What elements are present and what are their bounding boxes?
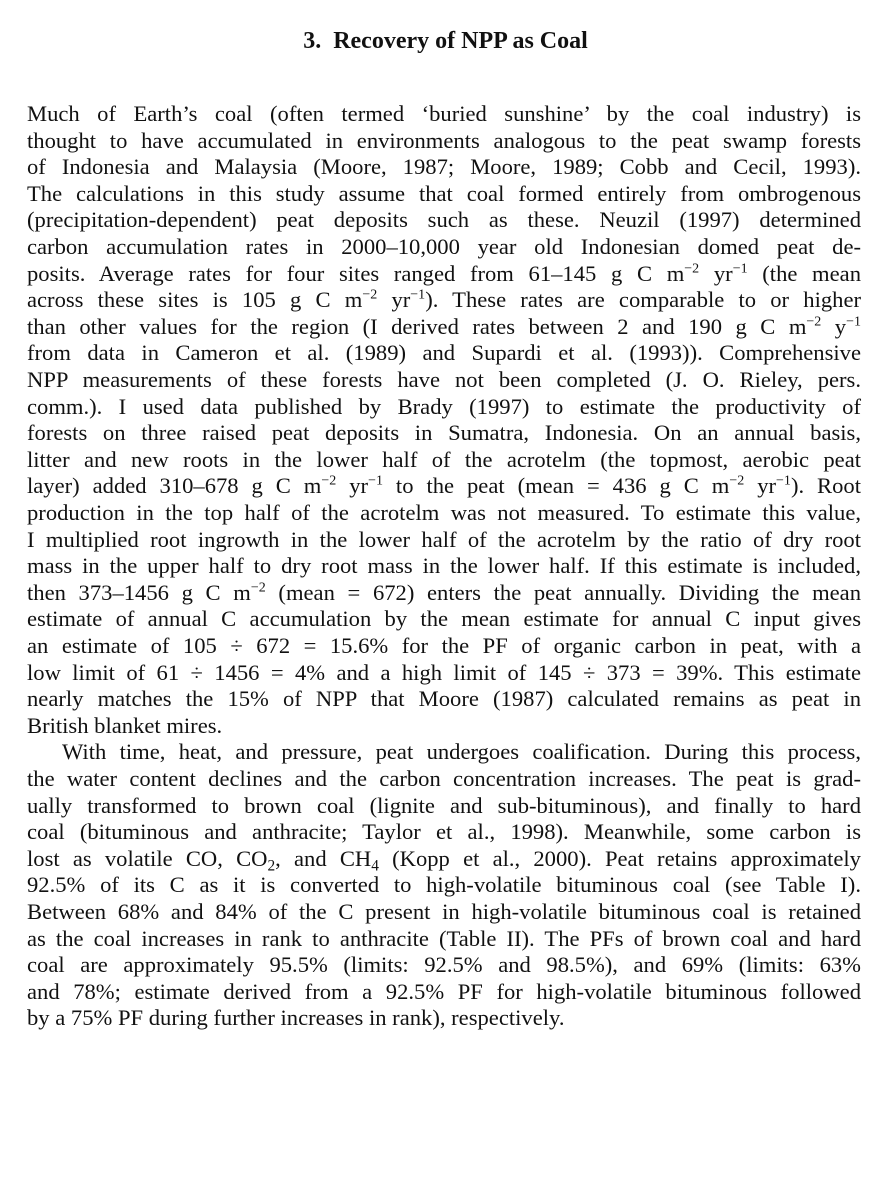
paragraph-1-line: forests on three raised peat deposits in Sumatra, Indonesia. On an annual basis, — [27, 420, 861, 446]
paragraph-1-line: low limit of 61 ÷ 1456 = 4% and a high limit of 145 ÷ 373 = 39%. This estimate — [27, 659, 861, 685]
paragraph-1-line: from data in Cameron et al. (1989) and Supardi et al. (1993)). Comprehensive — [27, 340, 861, 366]
paragraph-2-line: With time, heat, and pressure, peat undergoes coalification. During this process, — [62, 739, 861, 765]
paragraph-1-line: then 373–1456 g C $m^{-2}$ (mean = 672) enters the peat annually. Dividing the mean — [27, 579, 861, 605]
paragraph-2-line: ually transformed to brown coal (lignite and sub-bituminous), and finally to hard — [27, 792, 861, 818]
paragraph-2-line: 92.5% of its C as it is converted to high-volatile bituminous coal (see Table I). — [27, 872, 861, 898]
paragraph-1-line: an estimate of 105 ÷ 672 = 15.6% for the PF of organic carbon in peat, with a — [27, 633, 861, 658]
paragraph-1-line: layer) added 310–678 g C $m^{-2}$ $yr^{-1}$ to the peat (mean = 436 g C $m^{-2}$ $yr^{-1}$). Root — [27, 473, 861, 499]
paragraph-2-line: coal are approximately 95.5% (limits: 92.5% and 98.5%), and 69% (limits: 63% — [27, 952, 861, 978]
paragraph-2-line: the water content declines and the carbon concentration increases. The peat is grad- — [27, 766, 861, 791]
paragraph-1-line: I multiplied root ingrowth in the lower half of the acrotelm by the ratio of dry root — [27, 526, 861, 552]
paragraph-1-line: mass in the upper half to dry root mass in the lower half. If this estimate is included, — [27, 553, 861, 579]
paragraph-1-line: estimate of annual C accumulation by the mean estimate for annual C input gives — [27, 606, 861, 632]
paragraph-1-line: nearly matches the 15% of NPP that Moore (1987) calculated remains as peat in — [27, 686, 861, 712]
section-heading — [0, 26, 891, 56]
paragraph-1-line: litter and new roots in the lower half of the acrotelm (the topmost, aerobic peat — [27, 446, 861, 472]
paragraph-1-line: comm.). I used data published by Brady (1997) to estimate the productivity of — [27, 393, 861, 419]
paragraph-2-line: Between 68% and 84% of the C present in high-volatile bituminous coal is retained — [27, 899, 861, 924]
paragraph-1-line: NPP measurements of these forests have not been completed (J. O. Rieley, pers. — [27, 367, 861, 392]
paragraph-1-line: The calculations in this study assume that coal formed entirely from ombrogenous — [27, 180, 861, 206]
paragraph-1-line: across these sites is 105 g C $m^{-2}$ $yr^{-1}$). These rates are comparable to or higher — [27, 287, 861, 313]
section-title: Recovery of NPP as Coal — [333, 28, 588, 54]
paragraph-1-line: thought to have accumulated in environments analogous to the peat swamp forests — [27, 127, 861, 153]
paragraph-1-line: of Indonesia and Malaysia (Moore, 1987; Moore, 1989; Cobb and Cecil, 1993). — [27, 154, 861, 180]
paragraph-2-line: as the coal increases in rank to anthracite (Table II). The PFs of brown coal and hard — [27, 925, 861, 951]
section-number: 3. — [303, 28, 322, 54]
paragraph-1-line: carbon accumulation rates in 2000–10,000 year old Indonesian domed peat de- — [27, 234, 861, 259]
paragraph-1-line: production in the top half of the acrotelm was not measured. To estimate this value, — [27, 500, 861, 525]
paragraph-1-line: British blanket mires. — [27, 712, 223, 738]
paragraph-1-line: than other values for the region (I derived rates between 2 and 190 g C $m^{-2}$ $y^{-1}$ — [27, 313, 861, 339]
paragraph-2-line: lost as volatile CO, $CO_2$, and $CH_4$ (Kopp et al., 2000). Peat retains approximately — [27, 845, 861, 875]
paragraph-1-line: (precipitation-dependent) peat deposits such as these. Neuzil (1997) determined — [27, 207, 861, 233]
paragraph-2-line: coal (bituminous and anthracite; Taylor et al., 1998). Meanwhile, some carbon is — [27, 819, 861, 845]
paragraph-2-line: and 78%; estimate derived from a 92.5% PF for high-volatile bituminous followed — [27, 978, 861, 1004]
paragraph-1-line: Much of Earth’s coal (often termed ‘buried sunshine’ by the coal industry) is — [27, 101, 861, 126]
paragraph-1-line: posits. Average rates for four sites ranged from 61–145 g C $m^{-2}$ $yr^{-1}$ (the mean — [27, 260, 861, 286]
paragraph-2-line: by a 75% PF during further increases in rank), respectively. — [27, 1005, 565, 1031]
